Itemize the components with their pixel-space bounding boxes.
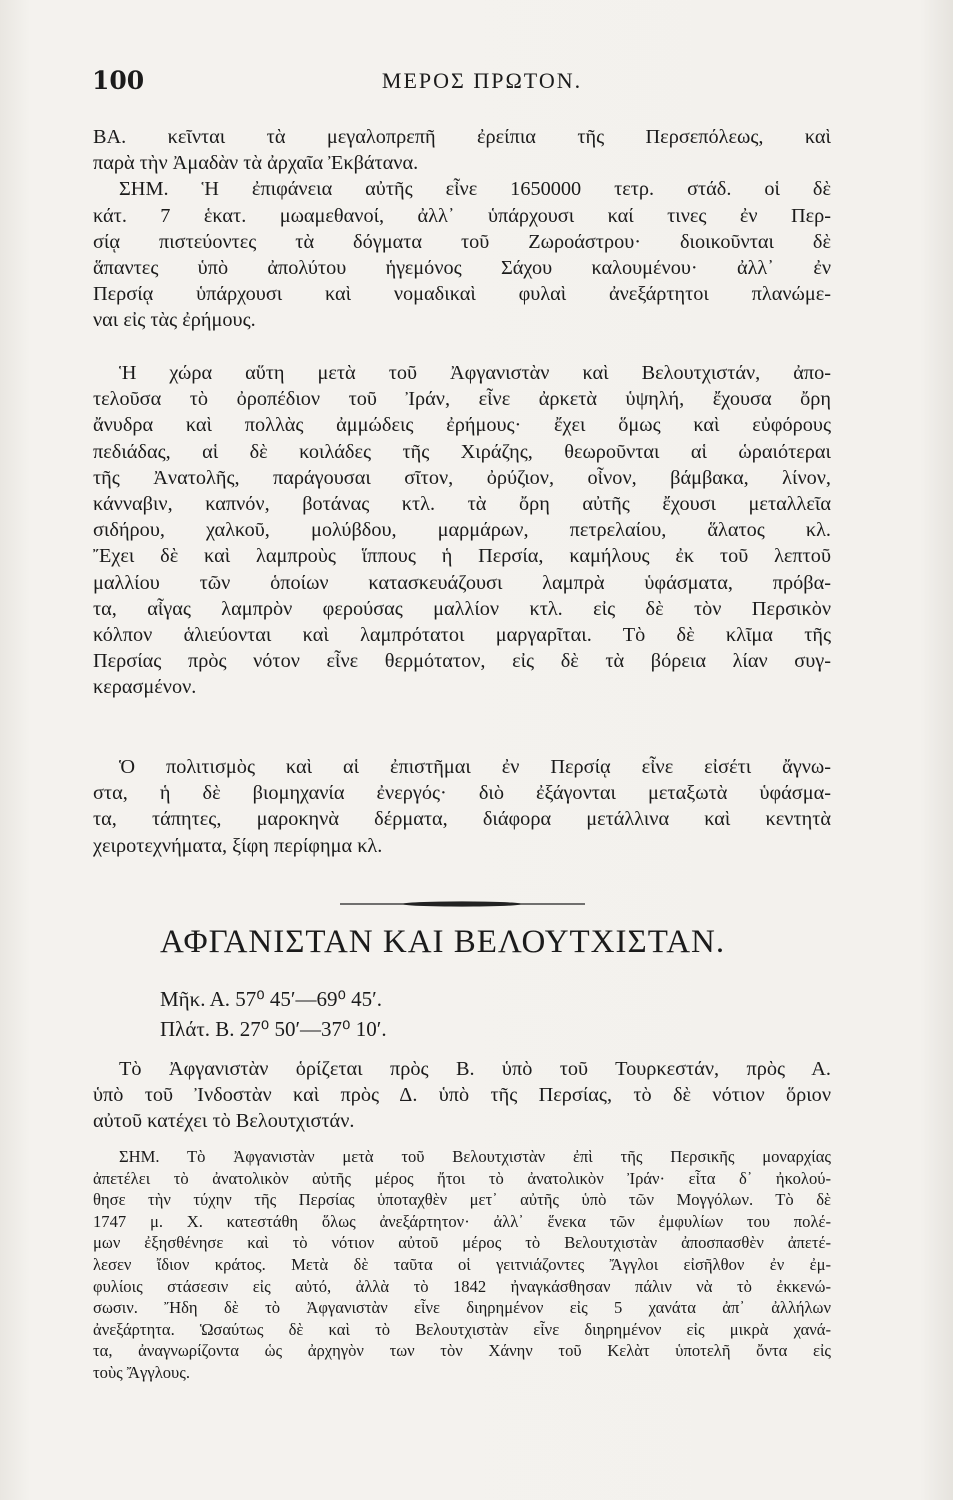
text-line: κάνναβιν, καπνόν, βοτάνας κτλ. τὰ ὄρη αὐτῆς ἔχουσι μεταλλεῖα: [93, 493, 831, 516]
paragraph-persia-cities: [93, 124, 831, 334]
text-line: τελοῦσα τὸ ὀροπέδιον τοῦ Ἰράν, εἶνε ἀρκετὰ ὑψηλή, ἔχουσα ὄρη: [93, 388, 831, 411]
text-line: κόλπον ἁλιεύονται καὶ λαμπρότατοι μαργαρῖται. Τὸ δὲ κλῖμα τῆς: [93, 624, 831, 647]
text-line: στα, ἡ δὲ βιομηχανία ἐνεργός· διὸ ἐξάγονται μεταξωτὰ ὑφάσμα-: [93, 782, 831, 805]
paragraph-persia-culture: [93, 754, 831, 859]
page-header: [92, 62, 830, 102]
text-line: Τὸ Ἀφγανιστὰν ὁρίζεται πρὸς Β. ὑπὸ τοῦ Τουρκεστάν, πρὸς Α.: [119, 1058, 831, 1080]
text-line: ΣΗΜ. Ἡ ἐπιφάνεια αὐτῆς εἶνε 1650000 τετρ. στάδ. οἱ δὲ: [119, 178, 831, 201]
text-line: φυλίοις στάσεσιν εἰς αὐτό, ἀλλὰ τὸ 1842 ἠναγκάσθησαν πάλιν νὰ τὸ ἐκκενώ-: [93, 1276, 831, 1296]
text-line: αὐτοῦ κατέχει τὸ Βελουτχιστάν.: [93, 1110, 355, 1133]
text-line: παρὰ τὴν Ἀμαδὰν τὰ ἀρχαῖα Ἐκβάτανα.: [93, 152, 419, 175]
paragraph-persia-land: [93, 360, 831, 701]
latitude-line: Πλάτ. Β. 27⁰ 50′—37⁰ 10′.: [160, 1017, 387, 1041]
text-line: ἀπετέλει τὸ ἀνατολικὸν αὐτῆς μέρος ἤτοι τὸ ἀνατολικὸν Ἰράν· εἶτα δ᾿ ἠκολού-: [93, 1168, 831, 1188]
text-line: τα, ἀναγνωρίζοντα ὡς ἀρχηγὸν των τὸν Χάνην τοῦ Κελὰτ ὑποτελῆ ὄντα εἰς: [93, 1341, 831, 1361]
text-line: ἄνυδρα καὶ πολλὰς ἀμμώδεις ἐρήμους· ἔχει ὅμως καὶ εὐφόρους: [93, 414, 831, 437]
running-title: ΜΕΡΟΣ ΠΡΩΤΟΝ.: [381, 68, 583, 93]
text-line: τα, τάπητες, μαροκηνὰ δέρματα, διάφορα μετάλλινα καὶ κεντητὰ: [93, 808, 831, 831]
coordinates: [160, 984, 387, 1044]
text-line: τῆς Ἀνατολῆς, παράγουσαι σῖτον, ὀρύζιον, οἶνον, βάμβακα, λίνον,: [93, 466, 831, 489]
text-line: τοὺς Ἄγγλους.: [93, 1362, 190, 1382]
text-line: σίᾳ πιστεύοντες τὰ δόγματα τοῦ Ζωροάστρου· διοικοῦνται δὲ: [93, 230, 831, 253]
text-line: ΒΑ. κεῖνται τὰ μεγαλοπρεπῆ ἐρείπια τῆς Περσεπόλεως, καὶ: [93, 126, 831, 148]
text-line: μαλλίου τῶν ὁποίων κατασκευάζουσι λαμπρὰ ὑφάσματα, πρόβα-: [93, 571, 831, 594]
text-line: Περσίας πρὸς νότον εἶνε θερμότατον, εἰς δὲ τὰ βόρεια λίαν συγ-: [93, 650, 831, 673]
page-number: 100: [92, 66, 145, 95]
text-line: ἅπαντες ὑπὸ ἀπολύτου ἡγεμόνος Σάχου καλουμένου· ἀλλ᾿ ἐν: [93, 257, 831, 280]
text-line: λεσεν ἴδιον κράτος. Μετὰ δὲ ταῦτα οἱ γειτνιάζοντες Ἄγγλοι εἰσῆλθον ἐν ἐμ-: [93, 1254, 831, 1274]
text-line: θησε τὴν τύχην τῆς Περσίας ὑποταχθὲν μετ᾿ αὐτῆς ὑπὸ τῶν Μογγόλων. Τὸ δὲ: [93, 1190, 831, 1210]
text-line: χειροτεχνήματα, ξίφη περίφημα κλ.: [93, 834, 383, 857]
text-line: σιδήρου, χαλκοῦ, μολύβδου, μαρμάρων, πετρελαίου, ἅλατος κλ.: [93, 519, 831, 542]
section-divider: [340, 898, 585, 910]
note-afghanistan-history: [93, 1146, 831, 1384]
text-line: κάτ. 7 ἑκατ. μωαμεθανοί, ἀλλ᾿ ὑπάρχουσι καί τινες ἐν Περ-: [93, 204, 831, 227]
text-line: ναι εἰς τὰς ἐρήμους.: [93, 309, 256, 332]
text-line: ΣΗΜ. Τὸ Ἀφγανιστὰν μετὰ τοῦ Βελουτχιστὰν ἐπὶ τῆς Περσικῆς μοναρχίας: [119, 1147, 831, 1166]
paragraph-afghanistan-borders: [93, 1056, 831, 1135]
text-line: Ὁ πολιτισμὸς καὶ αἱ ἐπιστῆμαι ἐν Περσίᾳ εἶνε εἰσέτι ἄγνω-: [119, 756, 831, 778]
text-line: ὑπὸ τοῦ Ἰνδοστὰν καὶ πρὸς Δ. ὑπὸ τῆς Περσίας, τὸ δὲ νότιον ὅριον: [93, 1084, 831, 1107]
text-line: τα, αἶγας λαμπρὸν φερούσας μαλλίον κτλ. εἰς δὲ τὸν Περσικὸν: [93, 597, 831, 620]
longitude-line: Μῆκ. Α. 57⁰ 45′—69⁰ 45′.: [160, 987, 383, 1011]
text-line: μων ἐξησθένησε καὶ τὸ νότιον αὐτοῦ μέρος τὸ Βελουτχιστὰν ἀποσπασθὲν ἀπετέ-: [93, 1233, 831, 1253]
text-line: ἀνεξάρτητα. Ὡσαύτως δὲ καὶ τὸ Βελουτχιστὰν εἶνε διηρημένον εἰς μικρὰ χανά-: [93, 1319, 831, 1339]
text-line: σωσιν. Ἤδη δὲ τὸ Ἀφγανιστὰν εἶνε διηρημένον εἰς 5 χανάτα ἀπ᾿ ἀλλήλων: [93, 1298, 831, 1318]
text-line: κερασμένον.: [93, 676, 197, 699]
text-line: Περσίᾳ ὑπάρχουσι καὶ νομαδικαὶ φυλαὶ ἀνεξάρτητοι πλανώμε-: [93, 283, 831, 306]
text-line: πεδιάδας, αἱ δὲ κοιλάδες τῆς Χιράζης, θεωροῦνται αἱ ὡραιότεραι: [93, 440, 831, 463]
text-line: 1747 μ. Χ. κατεστάθη ὅλως ἀνεξάρτητον· ἀλλ᾿ ἕνεκα τῶν ἐμφυλίων του πολέ-: [93, 1211, 831, 1231]
text-line: Ἡ χώρα αὕτη μετὰ τοῦ Ἀφγανιστὰν καὶ Βελουτχιστάν, ἀπο-: [119, 362, 831, 384]
text-line: Ἔχει δὲ καὶ λαμπροὺς ἵππους ἡ Περσία, καμήλους ἐκ τοῦ λεπτοῦ: [93, 545, 831, 568]
section-title: ΑΦΓΑΝΙΣΤΑΝ ΚΑΙ ΒΕΛΟΥΤΧΙΣΤΑΝ.: [160, 924, 726, 960]
